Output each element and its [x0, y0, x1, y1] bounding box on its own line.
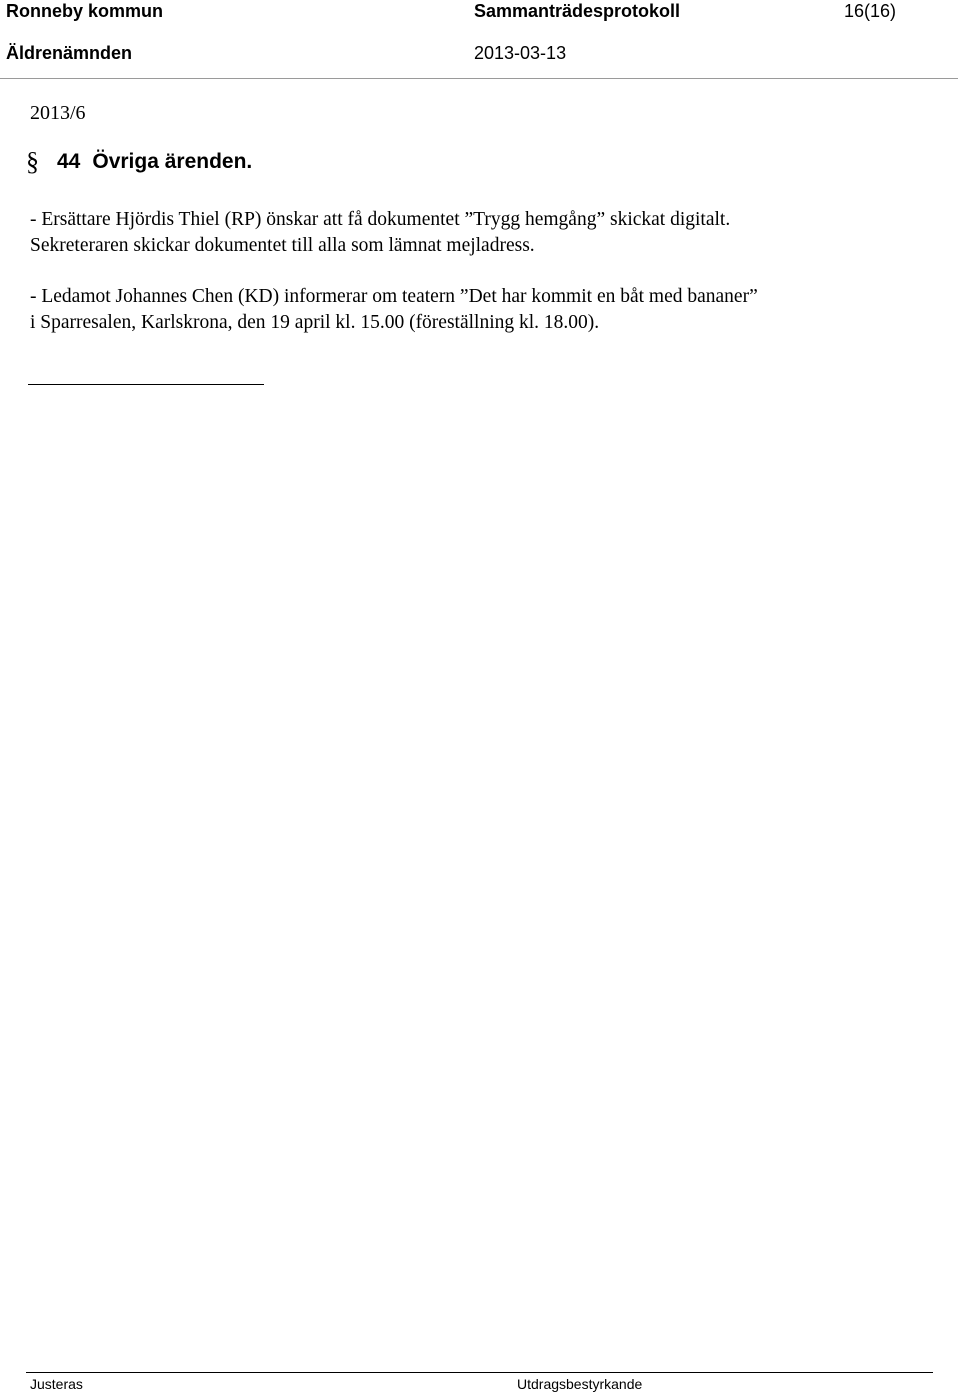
section-number: 44 — [57, 150, 81, 173]
section-title: Övriga ärenden. — [92, 150, 253, 173]
organization-name: Ronneby kommun — [6, 1, 164, 21]
committee-name: Äldrenämnden — [6, 43, 133, 63]
signature-line — [28, 384, 264, 385]
footer-divider — [26, 1372, 933, 1373]
item-1-line-1: - Ersättare Hjördis Thiel (RP) önskar att få dokumentet ”Trygg hemgång” skickat digitalt. — [30, 209, 731, 230]
section-heading — [26, 148, 252, 176]
footer-justeras-label: Justeras — [30, 1376, 83, 1392]
section-sign-icon: § — [26, 147, 39, 176]
header-divider — [0, 78, 958, 79]
item-2-line-2: i Sparresalen, Karlskrona, den 19 april kl. 15.00 (föreställning kl. 18.00). — [30, 312, 600, 333]
page-indicator: 16(16) — [844, 1, 897, 21]
document-type: Sammanträdesprotokoll — [474, 1, 681, 21]
footer-utdragsbestyrkande-label: Utdragsbestyrkande — [517, 1376, 643, 1392]
item-2-line-1: - Ledamot Johannes Chen (KD) informerar om teatern ”Det har kommit en båt med bananer” — [30, 286, 758, 307]
item-1-line-2: Sekreteraren skickar dokumentet till alla som lämnat mejladress. — [30, 235, 535, 256]
reference-number: 2013/6 — [30, 102, 86, 124]
meeting-date: 2013-03-13 — [474, 43, 567, 63]
